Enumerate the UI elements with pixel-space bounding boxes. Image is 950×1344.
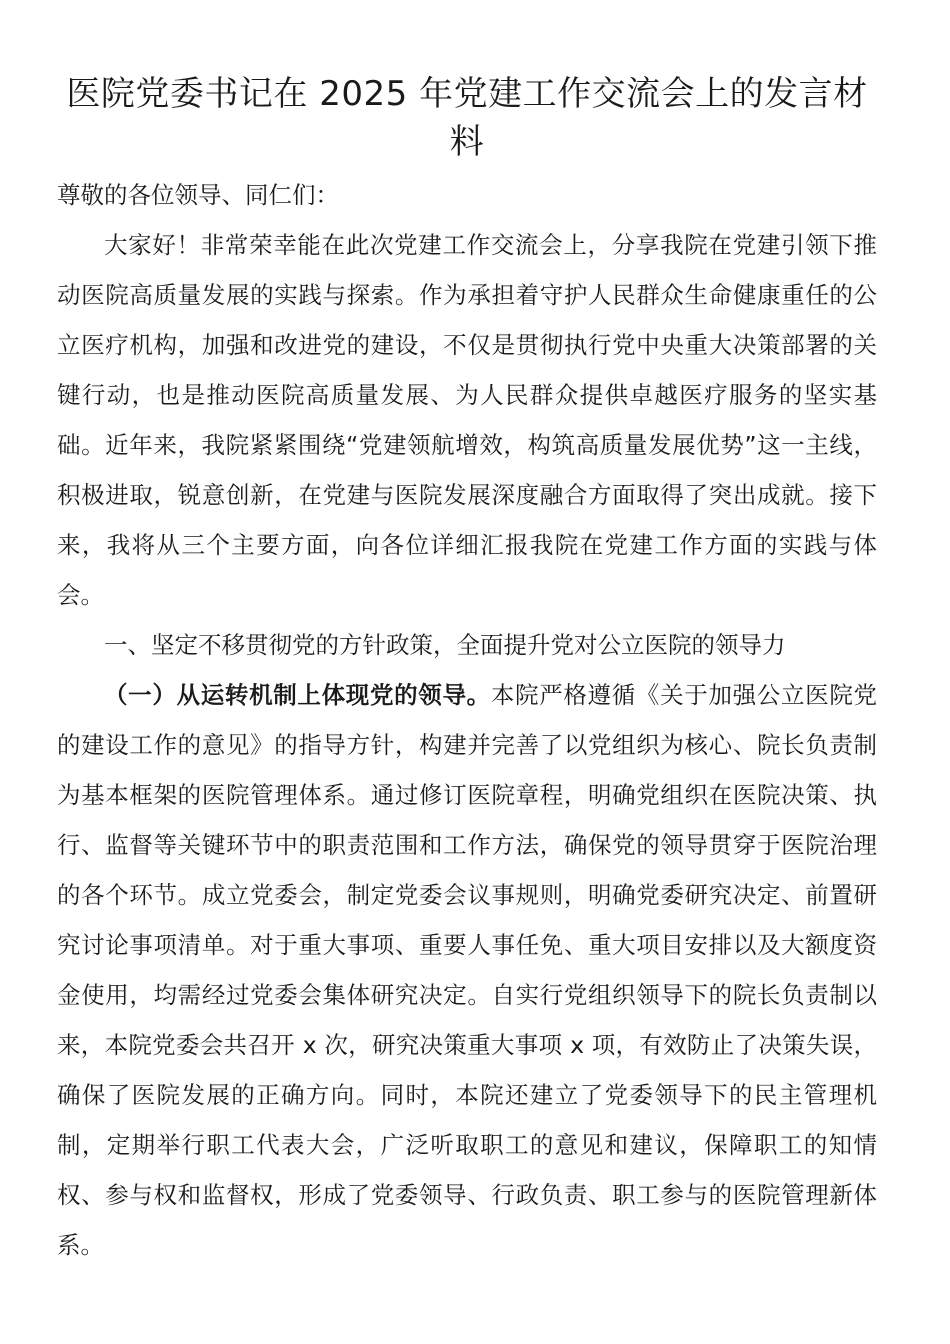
intro-paragraph: 大家好！非常荣幸能在此次党建工作交流会上，分享我院在党建引领下推动医院高质量发展的实践与探索。作为承担着守护人民群众生命健康重任的公立医疗机构，加强和改进党的建设，不仅是贯彻执行党中央重大决策部署的关键行动，也是推动医院高质量发展、为人民群众提供卓越医疗服务的坚实基础。近年来，我院紧紧围绕“党建领航增效，构筑高质量发展优势”这一主线，积极进取，锐意创新，在党建与医院发展深度融合方面取得了突出成就。接下来，我将从三个主要方面，向各位详细汇报我院在党建工作方面的实践与体会。 [57,231,877,609]
subsection-body: 本院严格遵循《关于加强公立医院党的建设工作的意见》的指导方针，构建并完善了以党组织为核心、院长负责制为基本框架的医院管理体系。通过修订医院章程，明确党组织在医院决策、执行、监督等关键环节中的职责范围和工作方法，确保党的领导贯穿于医院治理的各个环节。成立党委会，制定党委会议事规则，明确党委研究决定、前置研究讨论事项清单。对于重大事项、重要人事任免、重大项目安排以及大额度资金使用，均需经过党委会集体研究决定。自实行党组织领导下的院长负责制以来，本院党委会共召开 x 次，研究决策重大事项 x 项，有效防止了决策失误，确保了医院发展的正确方向。同时，本院还建立了党委领导下的民主管理机制，定期举行职工代表大会，广泛听取职工的意见和建议，保障职工的知情权、参与权和监督权，形成了党委领导、行政负责、职工参与的医院管理新体系。 [57,681,878,1259]
subsection-lead: （一）从运转机制上体现党的领导。 [104,681,491,709]
subsection-paragraph [57,670,877,1270]
document-title: 医院党委书记在 2025 年党建工作交流会上的发言材料 [66,74,868,162]
salutation: 尊敬的各位领导、同仁们： [57,181,339,209]
section-heading: 一、坚定不移贯彻党的方针政策，全面提升党对公立医院的领导力 [104,631,786,659]
document-page [57,70,877,1270]
